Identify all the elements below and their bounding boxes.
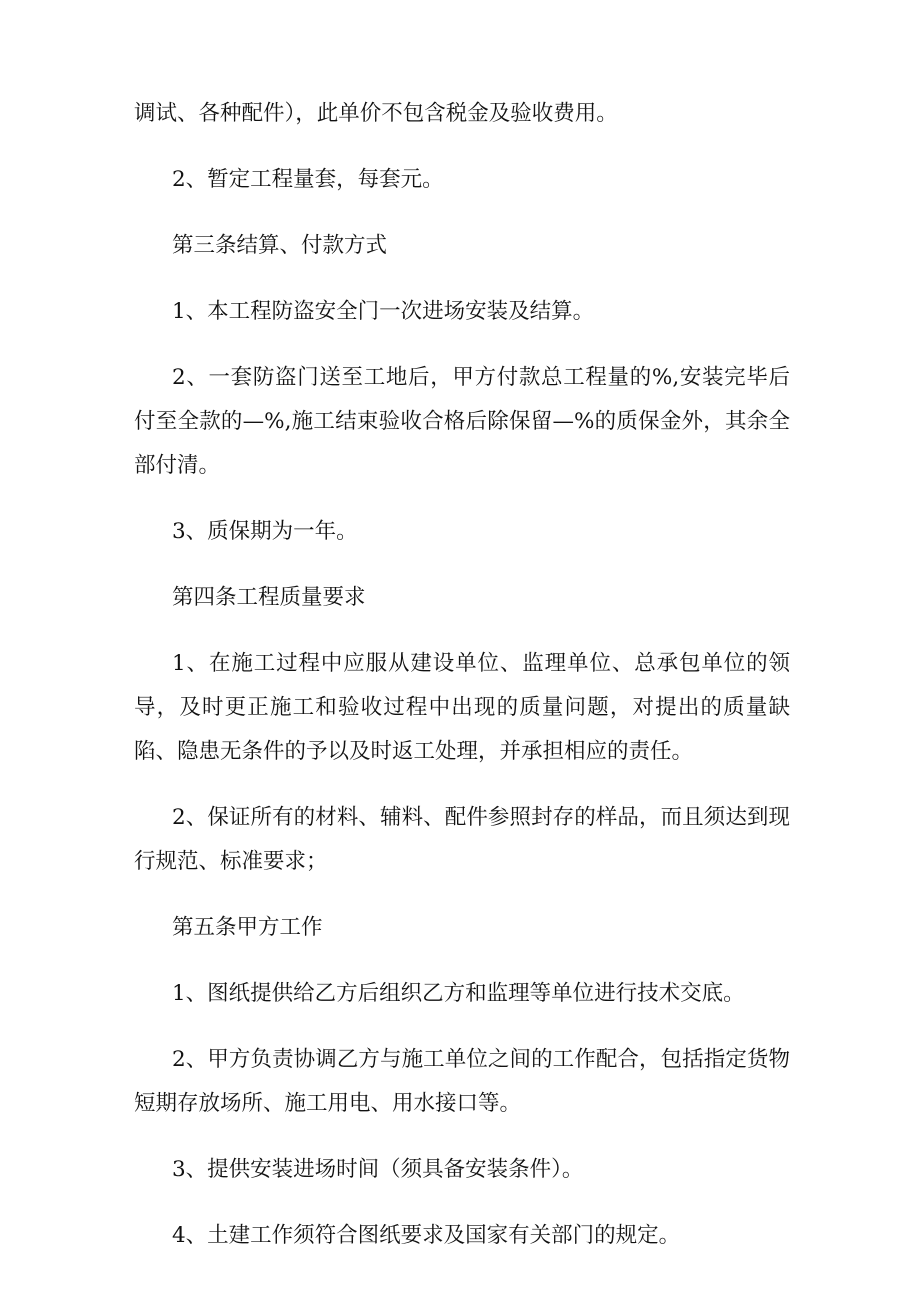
paragraph-item: 2、一套防盗门送至工地后，甲方付款总工程量的%,安装完毕后付至全款的—%,施工结束验收合格后除保留—%的质保金外，其余全部付清。 <box>134 365 790 478</box>
section-heading-article-4: 第四条工程质量要求 <box>172 585 366 610</box>
paragraph-continuation: 调试、各种配件），此单价不包含税金及验收费用。 <box>134 101 618 126</box>
paragraph-item: 1、在施工过程中应服从建设单位、监理单位、总承包单位的领导，及时更正施工和验收过程中出现的质量问题，对提出的质量缺陷、隐患无条件的予以及时返工处理，并承担相应的责任。 <box>134 651 790 764</box>
paragraph-item: 1、图纸提供给乙方后组织乙方和监理等单位进行技术交底。 <box>172 981 745 1006</box>
section-heading-article-3: 第三条结算、付款方式 <box>172 233 388 258</box>
paragraph-item: 2、甲方负责协调乙方与施工单位之间的工作配合，包括指定货物短期存放场所、施工用电、用水接口等。 <box>134 1047 790 1116</box>
paragraph-item: 1、本工程防盗安全门一次进场安装及结算。 <box>172 299 595 324</box>
document-body <box>134 92 790 1280</box>
section-heading-article-5: 第五条甲方工作 <box>172 915 323 940</box>
paragraph-item: 3、提供安装进场时间（须具备安装条件）。 <box>172 1157 584 1182</box>
paragraph-item: 2、暂定工程量套，每套元。 <box>172 167 444 192</box>
paragraph-item: 4、土建工作须符合图纸要求及国家有关部门的规定。 <box>172 1223 681 1248</box>
paragraph-item: 3、质保期为一年。 <box>172 519 358 544</box>
paragraph-item: 2、保证所有的材料、辅料、配件参照封存的样品，而且须达到现行规范、标准要求； <box>134 805 790 874</box>
